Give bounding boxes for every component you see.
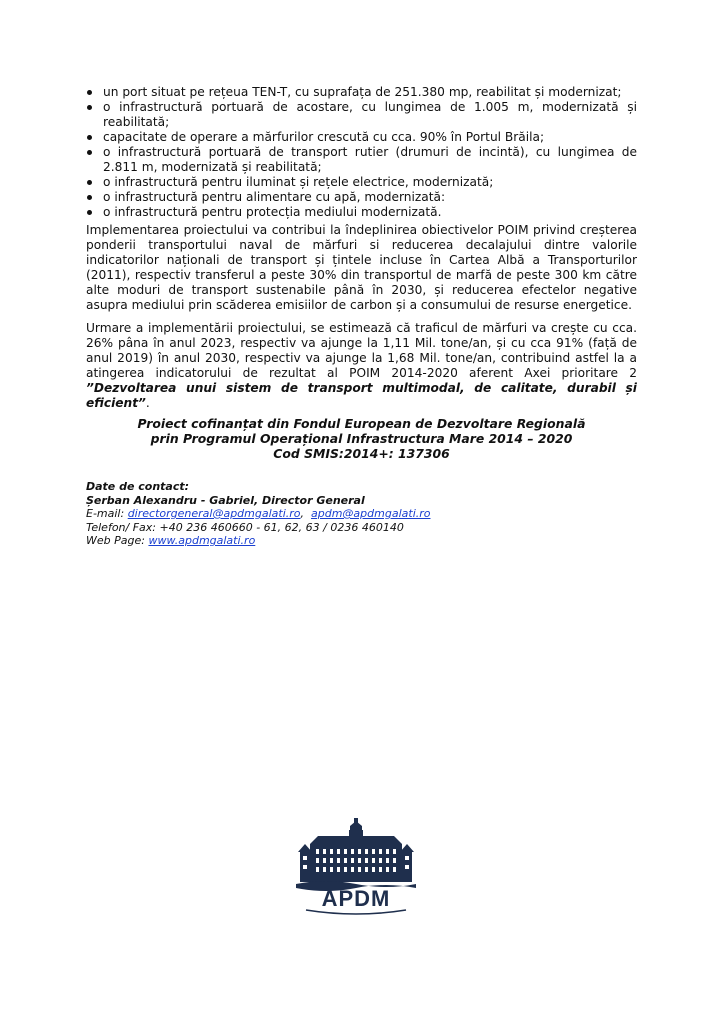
email-line xyxy=(86,507,637,521)
apdm-logo xyxy=(296,818,416,916)
web-label: Web Page: xyxy=(86,534,149,547)
smis-code: Cod SMIS:2014+: 137306 xyxy=(273,446,450,461)
phone-line: Telefon/ Fax: +40 236 460660 - 61, 62, 63 / 0236 460140 xyxy=(86,520,404,534)
contact-heading: Date de contact: xyxy=(86,480,190,493)
cofinance-statement xyxy=(86,416,637,461)
paragraph-traffic-estimate xyxy=(86,321,637,411)
list-item: o infrastructură pentru iluminat și rețele electrice, modernizată; xyxy=(86,175,637,190)
web-line xyxy=(86,534,637,548)
list-item: o infrastructură pentru alimentare cu apă, modernizată: xyxy=(86,190,637,205)
bullet-dot-icon xyxy=(87,180,92,185)
email-separator: , xyxy=(300,507,312,520)
bullet-dot-icon xyxy=(87,150,92,155)
logo-text: APDM xyxy=(321,886,391,911)
list-item: o infrastructură portuară de acostare, cu lungimea de 1.005 m, modernizată și reabilitată; xyxy=(86,100,637,130)
cofinance-line-1: Proiect cofinanțat din Fondul European de Dezvoltare Regională xyxy=(137,416,586,431)
contact-person: Șerban Alexandru - Gabriel, Director General xyxy=(86,493,365,507)
document-body xyxy=(86,85,637,548)
cofinance-line-2: prin Programul Operațional Infrastructura Mare 2014 – 2020 xyxy=(150,431,573,446)
bullet-dot-icon xyxy=(87,135,92,140)
email-link-director[interactable]: directorgeneral@apdmgalati.ro xyxy=(127,507,301,520)
paragraph-implementation: Implementarea proiectului va contribui la îndeplinirea obiectivelor POIM privind creșterea ponderii transportului naval de mărfuri si reducerea decalajului dintre valorile indicatorilor naționali de transport și țintele incluse în Cartea Albă a Transporturilor (2011), respectiv transferul a peste 30% din transportul de marfă de peste 300 km către alte moduri de transport sustenabile până în 2030, și reducerea efectelor negative asupra mediului prin scăderea emisiilor de carbon și a consumului de resurse energetice. xyxy=(86,223,637,312)
list-item: capacitate de operare a mărfurilor crescută cu cca. 90% în Portul Brăila; xyxy=(86,130,637,145)
web-link[interactable]: www.apdmgalati.ro xyxy=(148,534,256,547)
email-label: E-mail: xyxy=(86,507,128,520)
bullet-dot-icon xyxy=(87,195,92,200)
contact-block xyxy=(86,480,637,548)
paragraph-end: . xyxy=(145,396,150,410)
paragraph-traffic-text: Urmare a implementării proiectului, se estimează că traficul de mărfuri va crește cu cca. 26% pâna în anul 2023, respectiv va ajunge la 1,11 Mil. tone/an, și cu cca 91% (față de anul 2019) în anul 2030, respectiv va ajunge la 1,68 Mil. tone/an, contribuind astfel la a atingerea indicatorului de rezultat al POIM 2014-2020 aferent Axei prioritare 2 xyxy=(86,321,637,380)
list-item: un port situat pe rețeua TEN-T, cu suprafața de 251.380 mp, reabilitat și modernizat; xyxy=(86,85,637,100)
bullet-dot-icon xyxy=(87,90,92,95)
bullet-list xyxy=(86,85,637,220)
email-link-apdm[interactable]: apdm@apdmgalati.ro xyxy=(311,507,431,520)
list-item: o infrastructură pentru protecția mediului modernizată. xyxy=(86,205,637,220)
list-item: o infrastructură portuară de transport rutier (drumuri de incintă), cu lungimea de 2.811 m, modernizată și reabilitată; xyxy=(86,145,637,175)
bullet-dot-icon xyxy=(87,210,92,215)
bullet-dot-icon xyxy=(87,105,92,110)
axis-quote: ”Dezvoltarea unui sistem de transport multimodal, de calitate, durabil și eficient” xyxy=(86,381,637,410)
